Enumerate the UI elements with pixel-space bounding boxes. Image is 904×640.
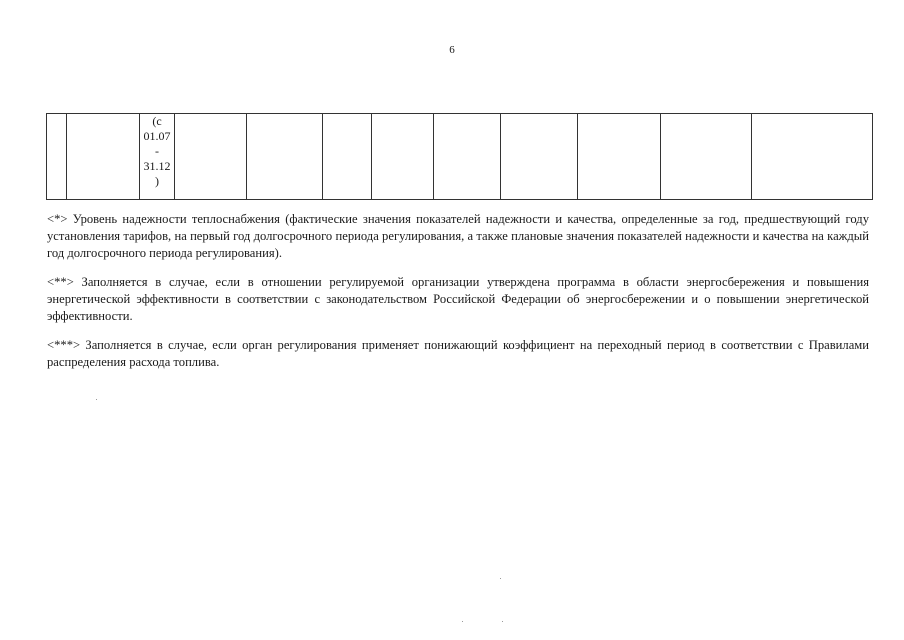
footnote-reliability: <*> Уровень надежности теплоснабжения (фактические значения показателей надежности и качества, определенные за год, предшествующий году установления тарифов, на первый год долгосрочного периода регулирования, а также плановые значения показателей надежности и качества на каждый год долгосрочного периода регулирования). (47, 212, 869, 260)
scan-speck (96, 399, 97, 400)
period-line: (с (152, 114, 162, 128)
scan-speck (462, 621, 463, 622)
table-cell (752, 114, 873, 200)
period-cell (140, 114, 175, 200)
page-number: 6 (449, 44, 455, 56)
period-line: - (155, 144, 159, 158)
table-cell (372, 114, 434, 200)
table-cell (247, 114, 323, 200)
period-line: 01.07 (143, 129, 171, 143)
table-cell (661, 114, 752, 200)
table-cell (434, 114, 501, 200)
table-cell (175, 114, 247, 200)
table-row (47, 114, 873, 200)
scan-speck (502, 621, 503, 622)
scan-speck (500, 578, 501, 579)
footnotes (47, 211, 869, 383)
table-cell (67, 114, 140, 200)
table-cell (501, 114, 578, 200)
footnote-energy-saving: <**> Заполняется в случае, если в отношении регулируемой организации утверждена программа в области энергосбережения и повышения энергетической эффективности в соответствии с законодательством Российской Федерации об энергосбережении и о повышении энергетической эффективности. (47, 275, 869, 323)
period-line: ) (155, 174, 159, 188)
footnote-reduction-coefficient: <***> Заполняется в случае, если орган регулирования применяет понижающий коэффициент на переходный период в соответствии с Правилами распределения расхода топлива. (47, 338, 869, 369)
period-line: 31.12 (143, 159, 171, 173)
table-cell (578, 114, 661, 200)
tariff-table-fragment (46, 113, 873, 200)
table-cell (47, 114, 67, 200)
table-cell (323, 114, 372, 200)
